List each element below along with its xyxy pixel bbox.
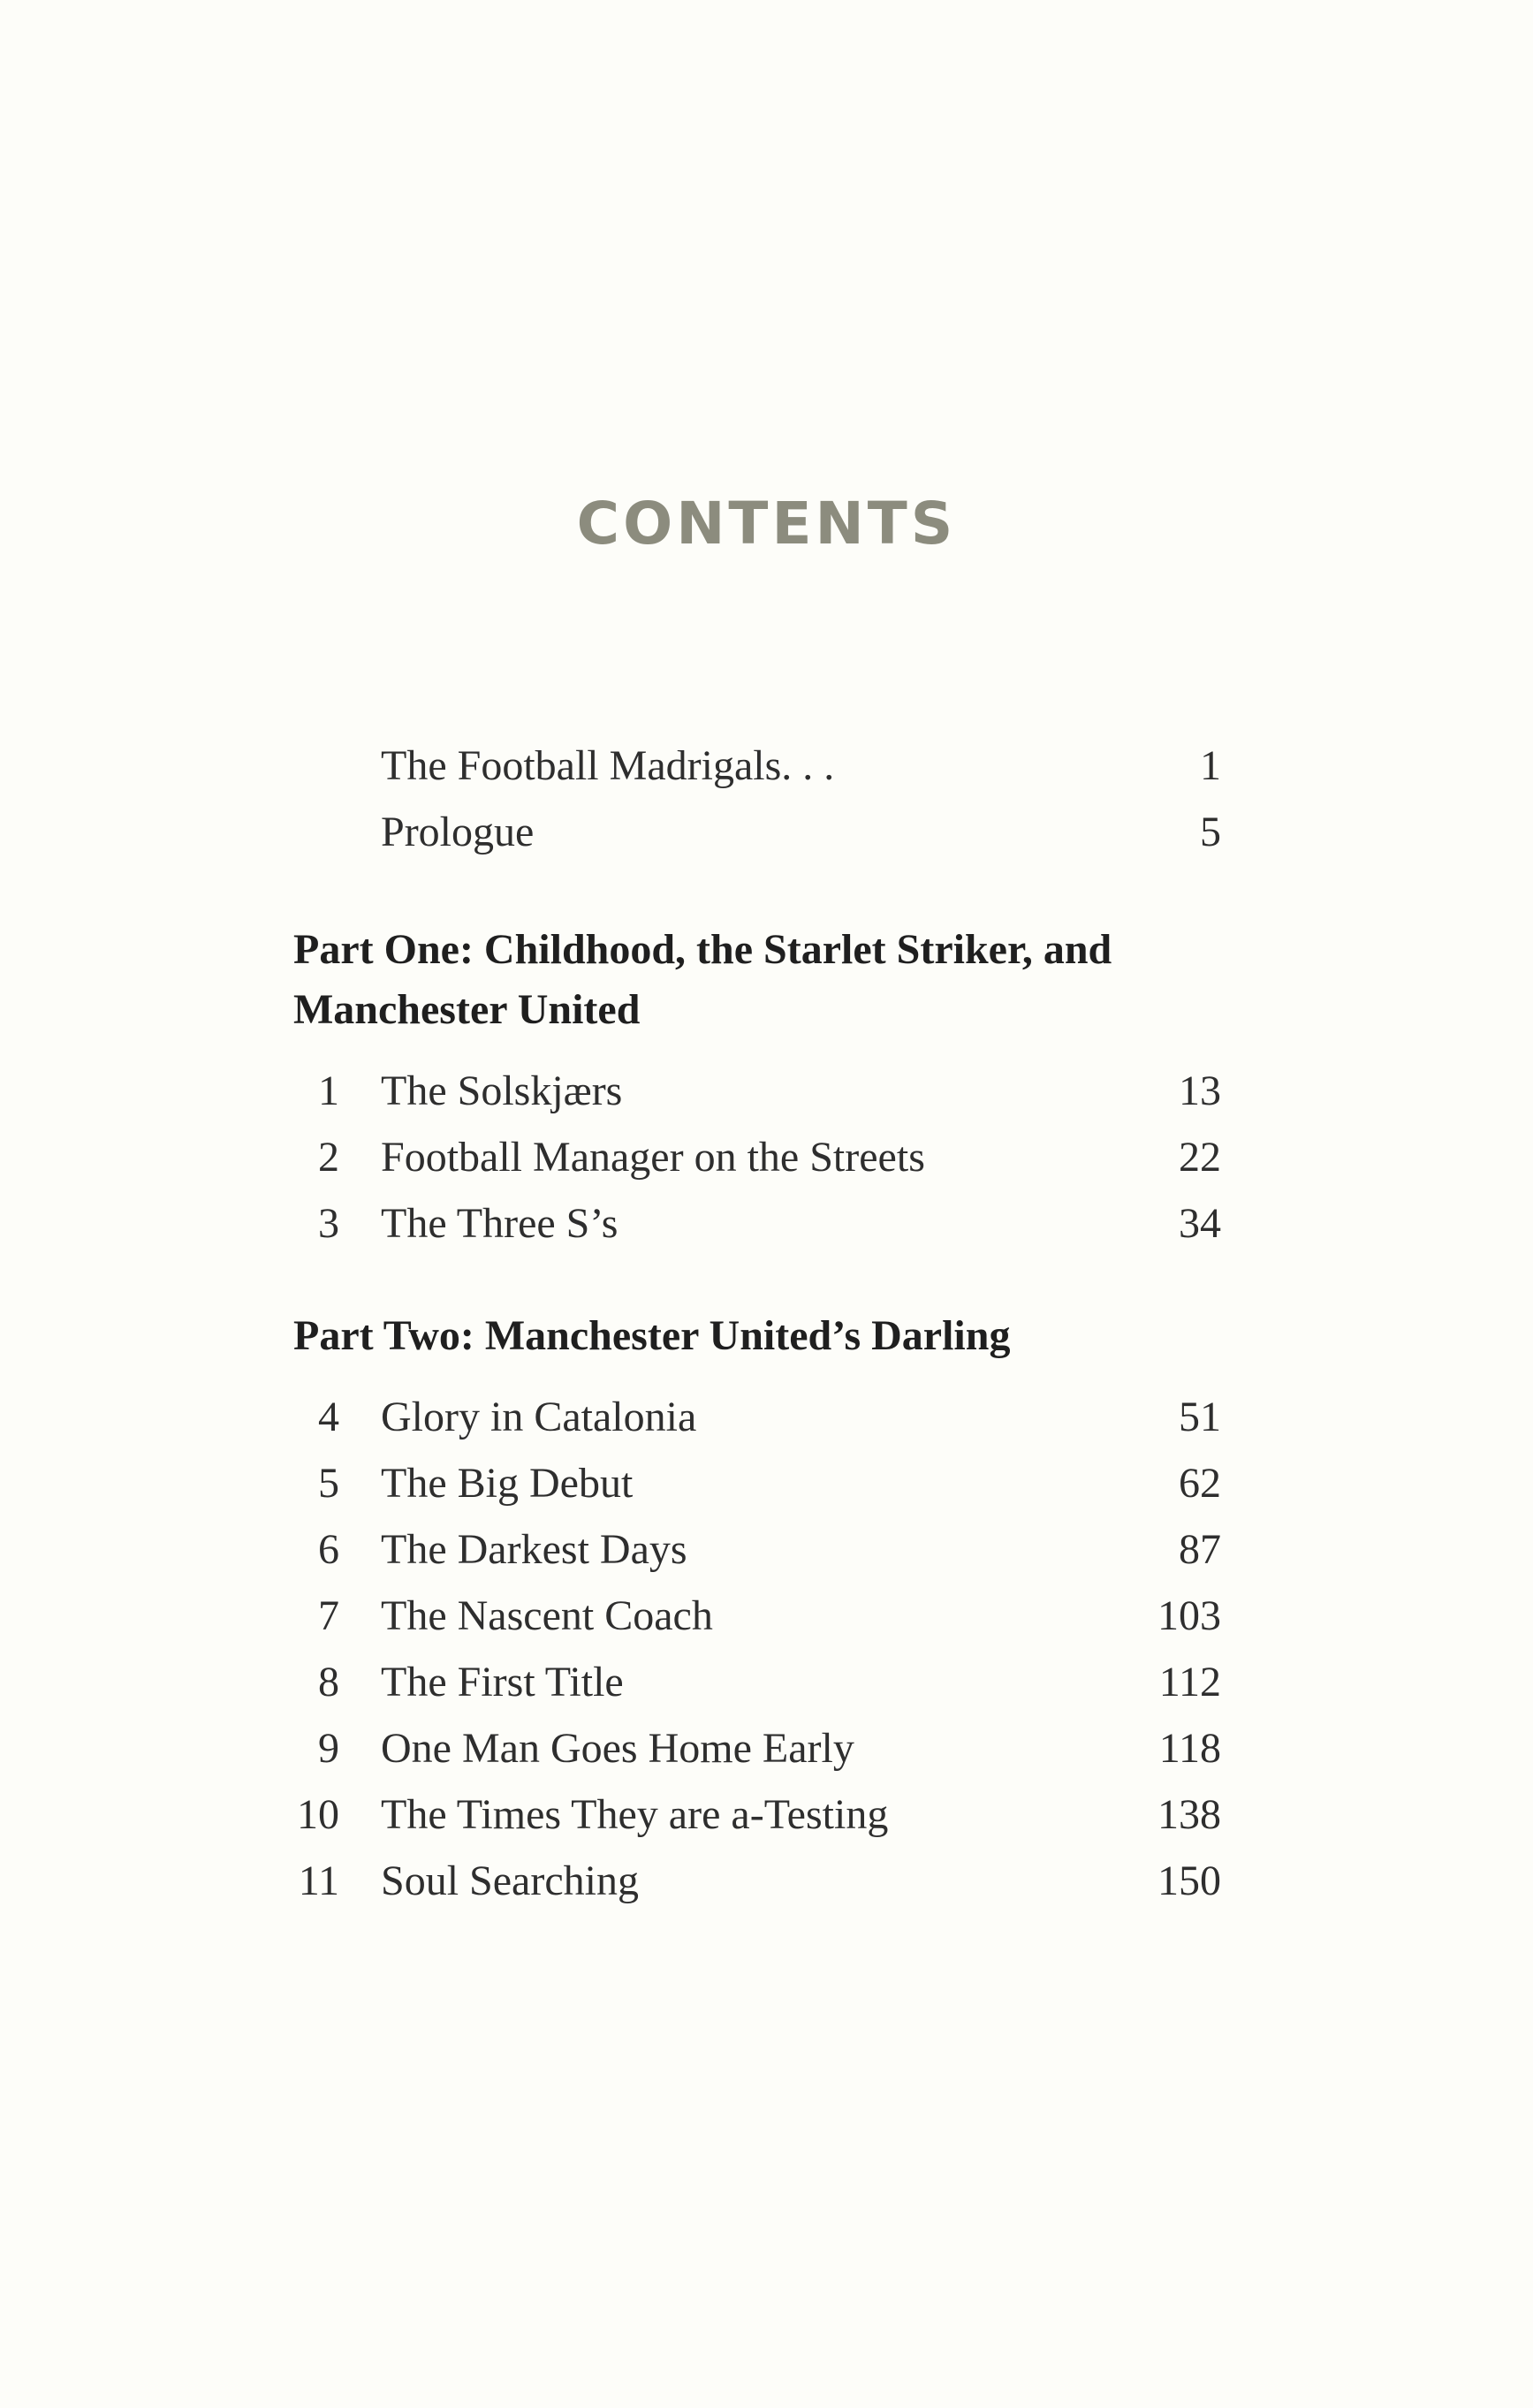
chapter-page: 103 xyxy=(1157,1592,1221,1639)
chapter-title: The Big Debut xyxy=(381,1460,634,1507)
toc-chapter[interactable] xyxy=(0,1190,1533,1257)
chapter-title: The Three S’s xyxy=(381,1200,619,1247)
chapter-page: 13 xyxy=(1179,1067,1221,1114)
chapter-number: 6 xyxy=(318,1526,339,1573)
chapter-number: 1 xyxy=(318,1067,339,1114)
chapter-number: 10 xyxy=(297,1791,339,1838)
part-heading: Part Two: Manchester United’s Darling xyxy=(293,1312,1011,1359)
chapter-title: One Man Goes Home Early xyxy=(381,1725,854,1772)
chapter-number: 4 xyxy=(318,1394,339,1440)
chapter-page: 138 xyxy=(1157,1791,1221,1838)
chapter-number: 2 xyxy=(318,1134,339,1181)
chapter-title: Glory in Catalonia xyxy=(381,1394,697,1440)
toc-chapter[interactable] xyxy=(0,1384,1533,1450)
chapter-title: The Solskjærs xyxy=(381,1067,623,1114)
toc-entry-title: The Football Madrigals. . . xyxy=(381,742,835,789)
toc-chapter[interactable] xyxy=(0,1583,1533,1649)
chapter-number: 5 xyxy=(318,1460,339,1507)
chapter-number: 11 xyxy=(298,1857,339,1904)
chapter-number: 8 xyxy=(318,1659,339,1705)
toc-chapter[interactable] xyxy=(0,1516,1533,1583)
chapter-title: The Nascent Coach xyxy=(381,1592,713,1639)
chapter-title: Football Manager on the Streets xyxy=(381,1134,925,1181)
page-title: CONTENTS xyxy=(576,490,957,558)
toc-chapter[interactable] xyxy=(0,1124,1533,1190)
chapter-page: 87 xyxy=(1179,1526,1221,1573)
chapter-title: The First Title xyxy=(381,1659,624,1705)
toc-chapter[interactable] xyxy=(0,1781,1533,1848)
chapter-title: The Times They are a-Testing xyxy=(381,1791,889,1838)
chapter-page: 118 xyxy=(1158,1725,1221,1772)
chapter-page: 51 xyxy=(1179,1394,1221,1440)
chapter-title: Soul Searching xyxy=(381,1857,639,1904)
toc-chapter[interactable] xyxy=(0,1848,1533,1914)
toc-chapter[interactable] xyxy=(0,1649,1533,1715)
toc-entry-title: Prologue xyxy=(381,809,535,855)
chapter-number: 9 xyxy=(318,1725,339,1772)
chapter-page: 22 xyxy=(1179,1134,1221,1181)
chapter-title: The Darkest Days xyxy=(381,1526,687,1573)
toc-chapter[interactable] xyxy=(0,1058,1533,1124)
toc-entry-page: 1 xyxy=(1200,742,1221,789)
chapter-number: 7 xyxy=(318,1592,339,1639)
chapter-page: 150 xyxy=(1157,1857,1221,1904)
chapter-page: 62 xyxy=(1179,1460,1221,1507)
chapter-page: 112 xyxy=(1158,1659,1221,1705)
chapter-page: 34 xyxy=(1179,1200,1221,1247)
toc-entry-page: 5 xyxy=(1200,809,1221,855)
toc-chapter[interactable] xyxy=(0,1450,1533,1516)
toc-chapter[interactable] xyxy=(0,1715,1533,1781)
chapter-number: 3 xyxy=(318,1200,339,1247)
part-heading: Part One: Childhood, the Starlet Striker, and Manchester United xyxy=(293,926,1112,1033)
toc-entry[interactable] xyxy=(0,799,1533,865)
toc-entry[interactable] xyxy=(0,733,1533,799)
